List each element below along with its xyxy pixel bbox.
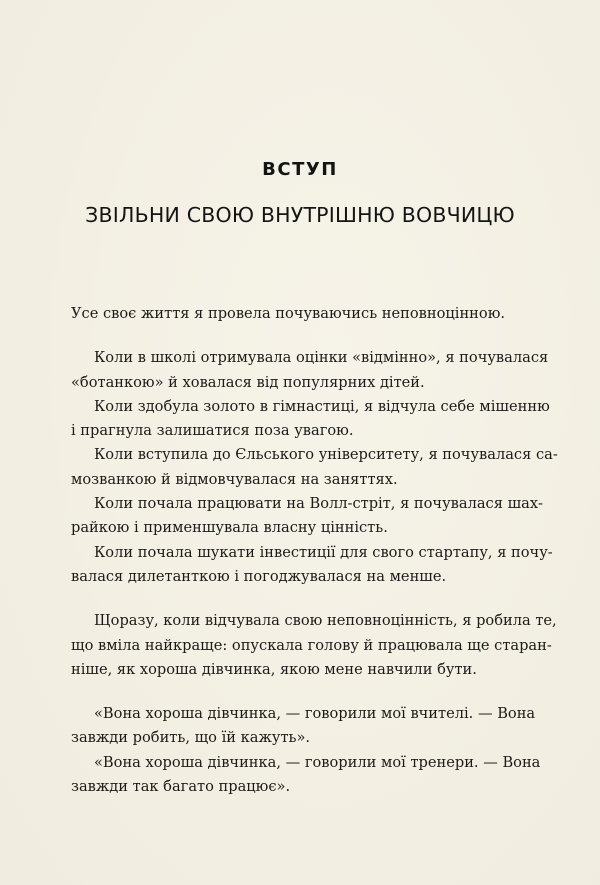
text-line: «Вона хороша дівчинка, — говорили мої вчителі. — Вона bbox=[94, 705, 536, 723]
text-line: Щоразу, коли відчувала свою неповноцінність, я робила те, bbox=[94, 612, 557, 630]
text-line: мозванкою й відмовчувалася на заняттях. bbox=[71, 470, 398, 488]
text-line: Коли здобула золото в гімнастиці, я відчула себе мішенню bbox=[94, 397, 550, 415]
chapter-label: ВСТУП bbox=[262, 159, 338, 180]
text-line: завжди так багато працює». bbox=[71, 778, 291, 796]
text-line: і прагнула залишатися поза увагою. bbox=[71, 422, 354, 440]
text-line: Коли в школі отримувала оцінки «відмінно», я почувалася bbox=[94, 349, 549, 367]
text-line: Коли вступила до Єльського університету, я почувалася са- bbox=[94, 446, 558, 464]
text-line: валася дилетанткою і погоджувалася на менше. bbox=[71, 567, 447, 585]
text-line: Усе своє життя я провела почуваючись неповноцінною. bbox=[71, 305, 506, 322]
text-line: Коли почала шукати інвестиції для свого стартапу, я почу- bbox=[94, 543, 553, 561]
text-line: що вміла найкраще: опускала голову й працювала ще старан- bbox=[71, 636, 552, 654]
text-line: завжди робить, що їй кажуть». bbox=[71, 729, 311, 747]
chapter-body bbox=[71, 302, 558, 799]
text-line: райкою і применшувала власну цінність. bbox=[71, 519, 388, 537]
text-line: «ботанкою» й ховалася від популярних дітей. bbox=[71, 373, 425, 391]
text-line: ніше, як хороша дівчинка, якою мене навчили бути. bbox=[71, 660, 477, 678]
chapter-title: ЗВІЛЬНИ СВОЮ ВНУТРІШНЮ ВОВЧИЦЮ bbox=[85, 203, 515, 227]
text-line: «Вона хороша дівчинка, — говорили мої тренери. — Вона bbox=[94, 753, 541, 771]
text-line: Коли почала працювати на Волл-стріт, я почувалася шах- bbox=[94, 495, 543, 513]
